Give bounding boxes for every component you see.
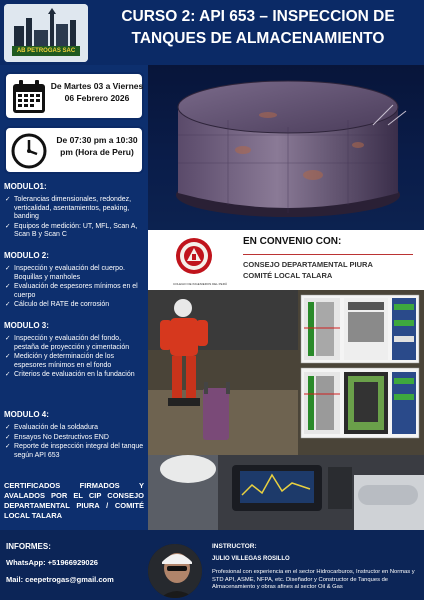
- list-item: ✓ Reporte de inspección integral del tanque según API 653: [4, 443, 146, 460]
- time-text: De 07:30 pm a 10:30 pm (Hora de Peru): [56, 135, 138, 157]
- list-item: ✓ Criterios de evaluación en la fundación: [4, 371, 146, 380]
- list-item: ✓ Evaluación de la soldadura: [4, 424, 146, 433]
- convenio-org-line2: COMITÉ LOCAL TALARA: [243, 271, 333, 280]
- title-line-1: CURSO 2: API 653 – INSPECCION DE: [121, 8, 395, 25]
- convenio-org-line1: CONSEJO DEPARTAMENTAL PIURA: [243, 260, 373, 269]
- page-title: [96, 6, 420, 50]
- module-2-list: [4, 265, 146, 310]
- date-text: De Martes 03 a Viernes 06 Febrero 2026: [50, 81, 144, 103]
- module-4-list: [4, 424, 146, 460]
- list-item: ✓ Equipos de medición: UT, MFL, Scan A, Scan B y Scan C: [4, 223, 146, 240]
- convenio-header: EN CONVENIO CON:: [243, 236, 342, 247]
- instructor-name: JULIO VILLEGAS ROSILLO: [212, 556, 290, 562]
- module-3-list: [4, 335, 146, 380]
- inspection-photo: [148, 290, 424, 455]
- list-item: ✓ Inspección y evaluación del fondo, pestaña de proyección y cimentación: [4, 335, 146, 352]
- module-2-title: MODULO 2:: [4, 251, 49, 260]
- informes-label: INFORMES:: [6, 542, 51, 551]
- equipment-photo: [148, 455, 424, 535]
- list-item: ✓ Evaluación de espesores mínimos en el cuerpo: [4, 283, 146, 300]
- company-logo: [4, 4, 88, 62]
- list-item: ✓ Inspección y evaluación del cuerpo. Boquillas y manholes: [4, 265, 146, 282]
- whatsapp-contact[interactable]: WhatsApp: +51966929026: [6, 558, 98, 567]
- cip-seal-icon: [154, 234, 234, 288]
- list-item: ✓ Tolerancias dimensionales, redondez, verticalidad, asentamientos, peaking, banding: [4, 196, 146, 222]
- instructor-label: INSTRUCTOR:: [212, 543, 257, 550]
- seal-caption: COLEGIO DE INGENIEROS DEL PERÚ: [172, 282, 228, 286]
- list-item: ✓ Medición y determinación de los espesores mínimos en el fondo: [4, 353, 146, 370]
- email-contact[interactable]: Mail: ceepetrogas@gmail.com: [6, 575, 114, 584]
- partnership-banner: [148, 230, 424, 290]
- header: [0, 0, 424, 65]
- module-1-list: [4, 196, 146, 240]
- storage-tank-image: [148, 65, 424, 230]
- date-box: [4, 72, 144, 120]
- instructor-avatar: [146, 542, 204, 600]
- list-item: ✓ Ensayos No Destructivos END: [4, 434, 146, 443]
- module-3-title: MODULO 3:: [4, 321, 49, 330]
- list-item: ✓ Cálculo del RATE de corrosión: [4, 301, 146, 310]
- certification-text: CERTIFICADOS FIRMADOS Y AVALADOS POR EL CIP CONSEJO DEPARTAMENTAL PIURA / COMITÉ LOCAL TALARA: [4, 481, 144, 520]
- title-line-2: TANQUES DE ALMACENAMIENTO: [131, 30, 385, 47]
- logo-text: AB PETROGAS SAC: [12, 46, 80, 56]
- divider: [243, 254, 413, 255]
- calendar-icon: [10, 78, 48, 116]
- instructor-description: Profesional con experiencia en el sector Hidrocarburos, Instructor en Normas y STD API, ASME, NFPA, etc. Diseñador y Constructor de Tanques de Almacenamiento y obras afines al sector Oil & Gas: [212, 569, 415, 591]
- module-4-title: MODULO 4:: [4, 410, 49, 419]
- module-1-title: MODULO1:: [4, 182, 47, 191]
- clock-icon: [10, 132, 48, 170]
- time-box: [4, 126, 144, 174]
